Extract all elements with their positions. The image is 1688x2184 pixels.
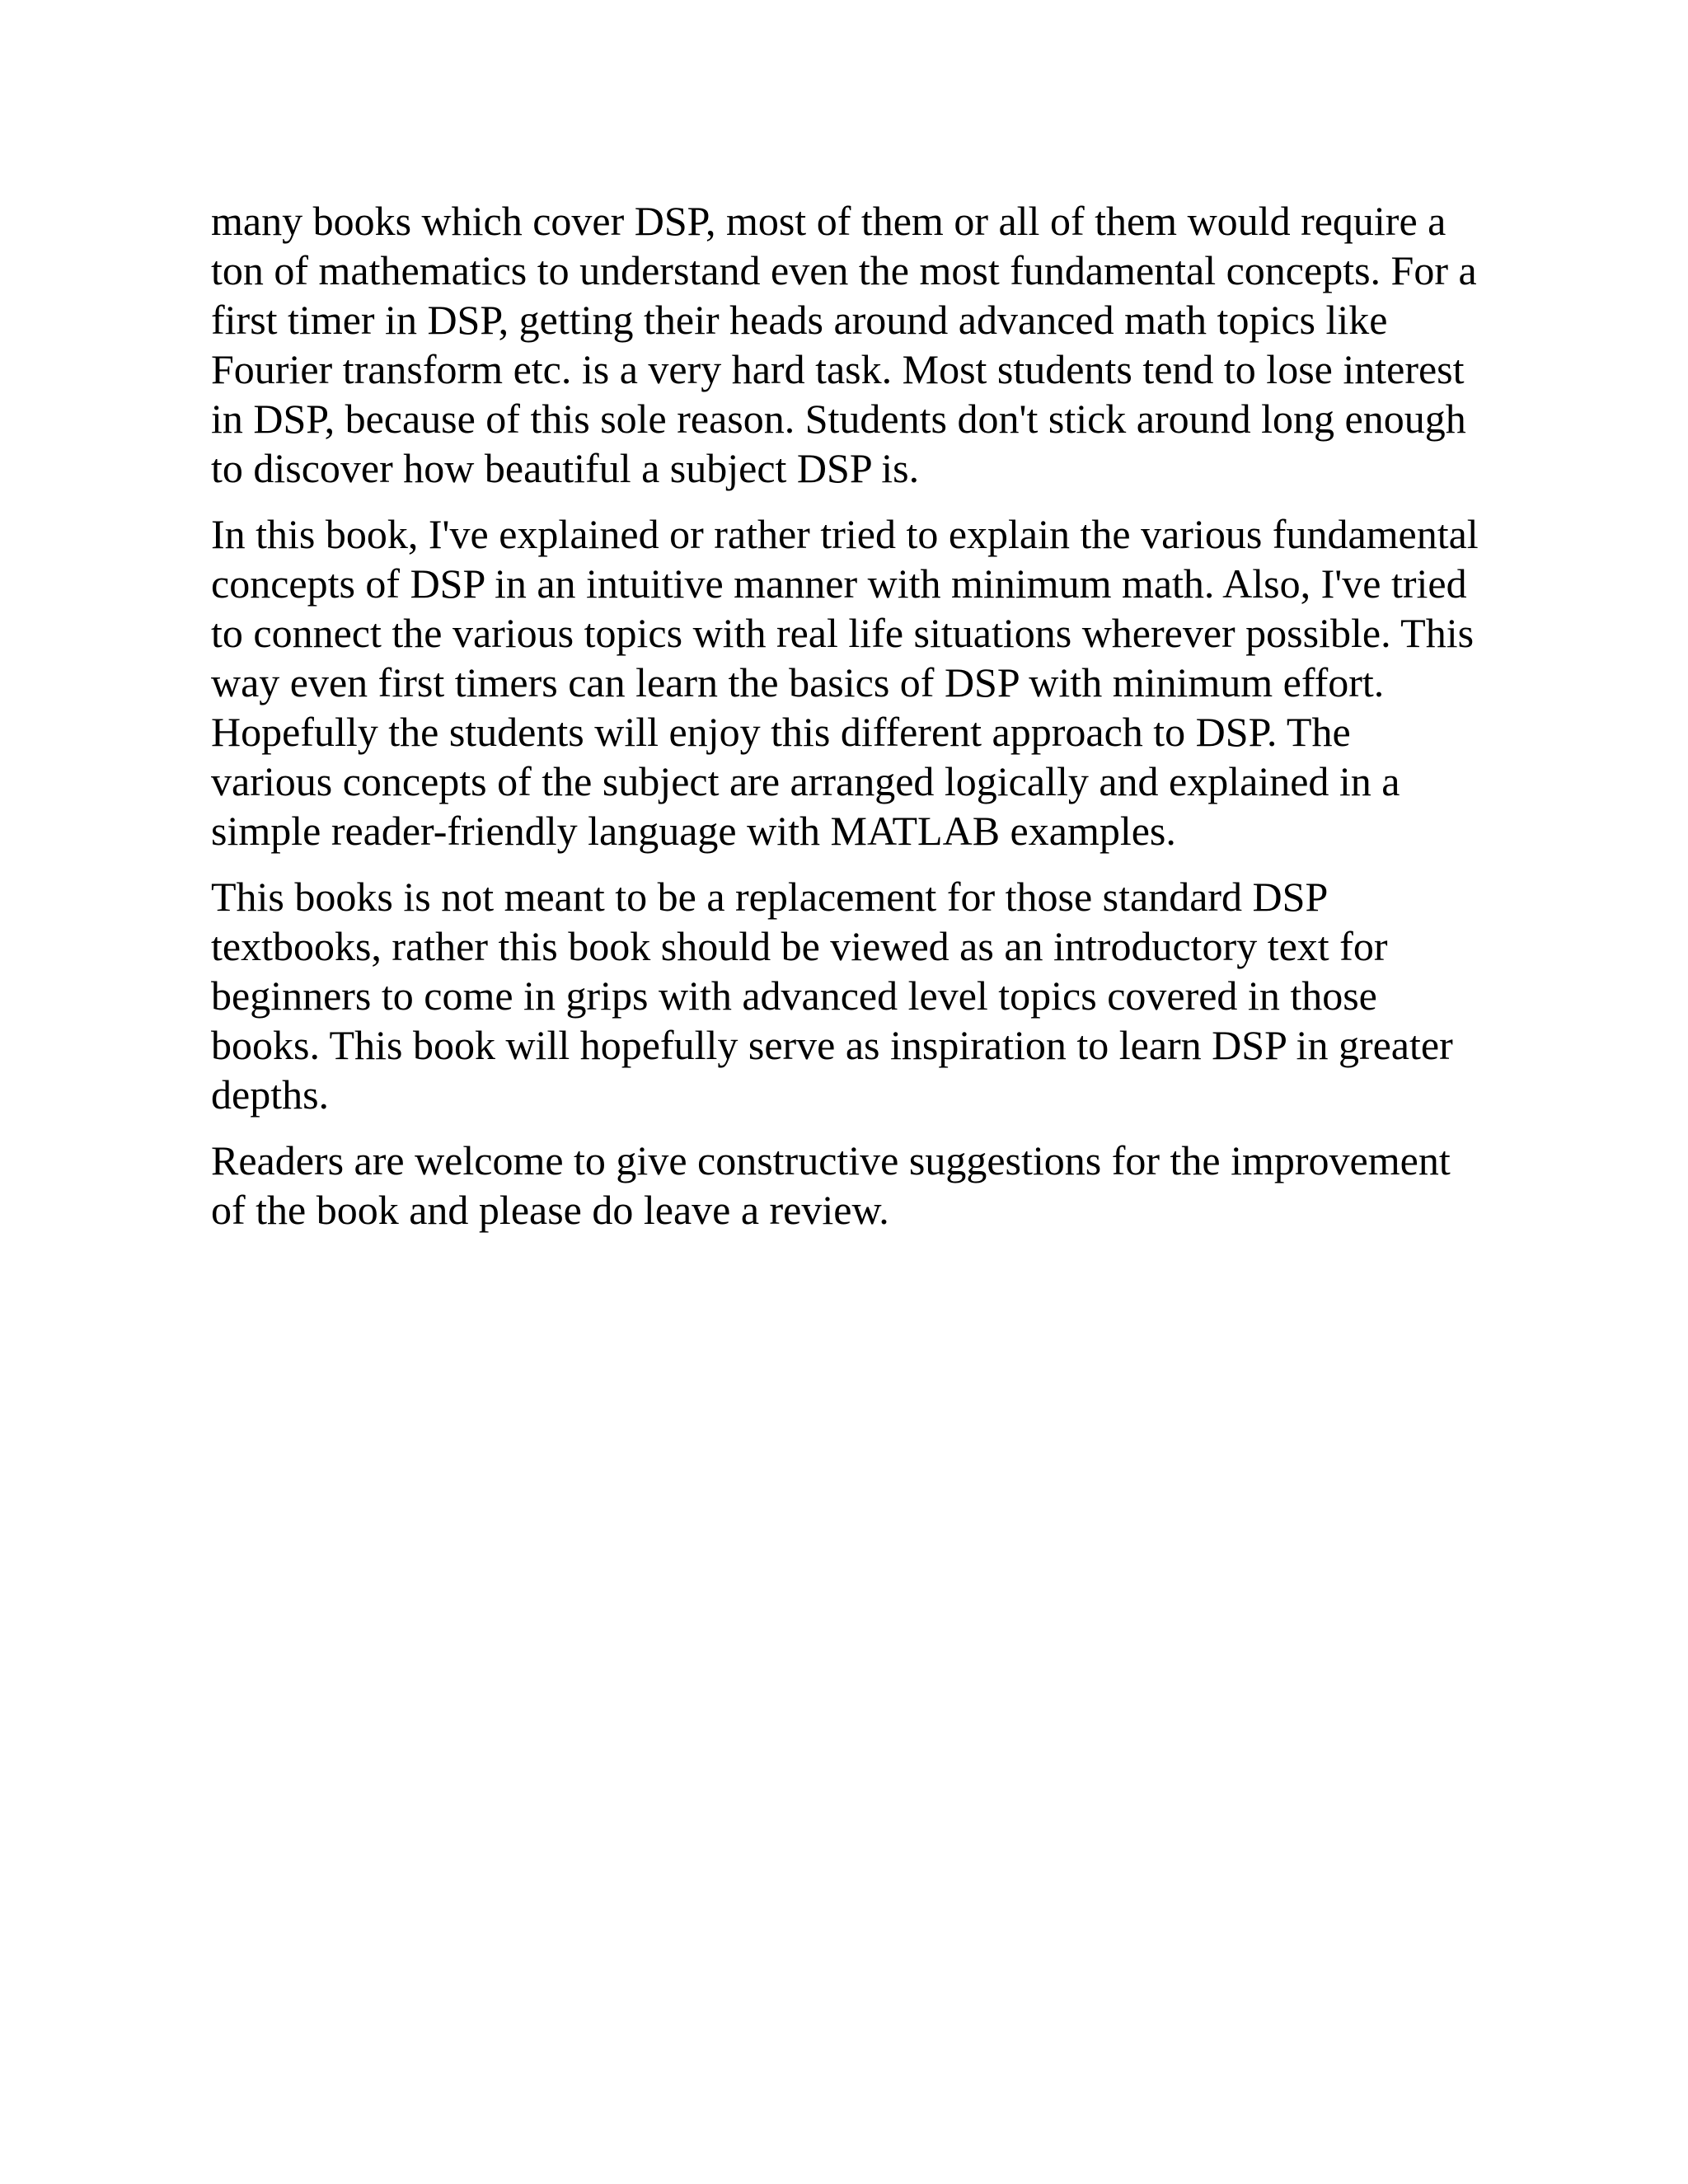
body-text: [211, 196, 1480, 1251]
paragraph-intro-continued: many books which cover DSP, most of them or all of them would require a ton of mathematics to understand even the most fundamental concepts. For a first timer in DSP, getting their heads around advanced math topics like Fourier transform etc. is a very hard task. Most students tend to lose interest in DSP, because of this sole reason. Students don't stick around long enough to discover how beautiful a subject DSP is.: [211, 198, 1477, 491]
paragraph-approach: In this book, I've explained or rather tried to explain the various fundamental concepts of DSP in an intuitive manner with minimum math. Also, I've tried to connect the various topics with real life situations wherever possible. This way even first timers can learn the basics of DSP with minimum effort. Hopefully the students will enjoy this different approach to DSP. The various concepts of the subject are arranged logically and explained in a simple reader-friendly language with MATLAB examples.: [211, 511, 1479, 854]
paragraph-purpose: This books is not meant to be a replacement for those standard DSP textbooks, rather this book should be viewed as an introductory text for beginners to come in grips with advanced level topics covered in those books. This book will hopefully serve as inspiration to learn DSP in greater depths.: [211, 874, 1453, 1118]
paragraph-feedback: Readers are welcome to give constructive suggestions for the improvement of the book and please do leave a review.: [211, 1137, 1451, 1233]
